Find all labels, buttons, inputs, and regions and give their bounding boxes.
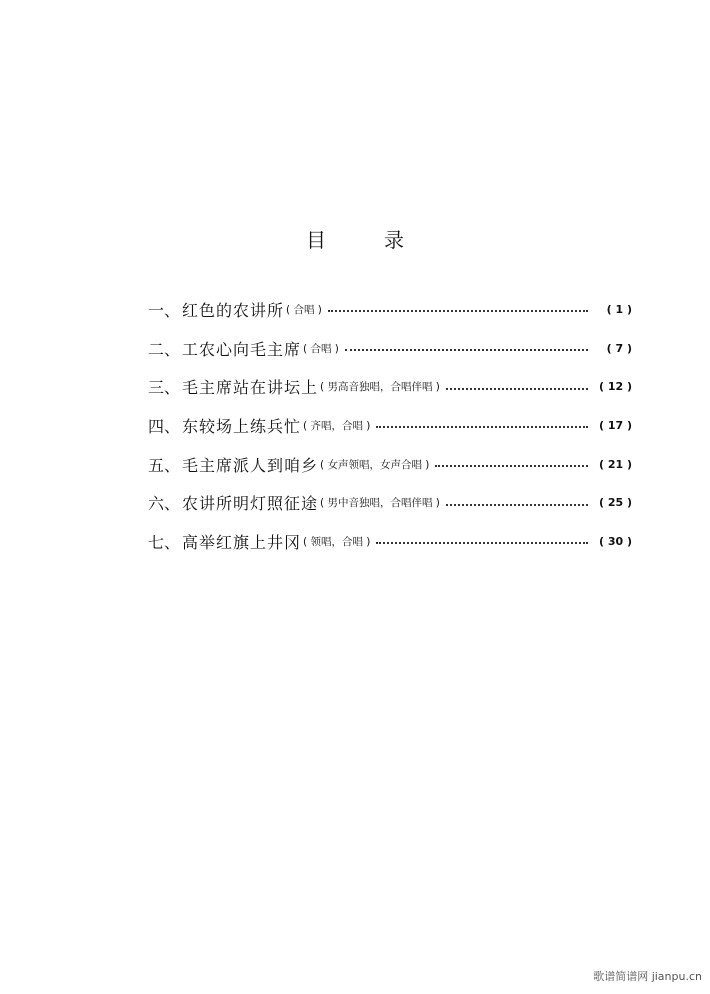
dot-leader [376, 424, 588, 428]
song-title: 工农心向毛主席 [182, 339, 302, 359]
entry-number: 六、 [148, 494, 181, 514]
dot-leader [345, 347, 588, 351]
table-of-contents [148, 290, 632, 561]
entry-number: 七、 [148, 532, 181, 552]
performance-note: ( 合唱 ) [286, 303, 322, 316]
performance-note: ( 领唱，合唱 ) [303, 535, 371, 548]
performance-note: ( 男高音独唱，合唱伴唱 ) [320, 381, 440, 394]
toc-entry[interactable] [148, 522, 632, 561]
dot-leader [328, 308, 588, 312]
song-title: 高举红旗上井冈 [182, 532, 302, 552]
page-number: ( 25 ) [598, 496, 632, 510]
toc-entry[interactable] [148, 329, 632, 368]
entry-number: 三、 [148, 378, 181, 398]
song-title: 毛主席站在讲坛上 [182, 378, 319, 398]
page-number: ( 1 ) [606, 302, 632, 316]
toc-entry[interactable] [148, 290, 632, 329]
dot-leader [376, 540, 588, 544]
toc-entry[interactable] [148, 483, 632, 522]
toc-entry[interactable] [148, 367, 632, 406]
performance-note: ( 合唱 ) [303, 342, 339, 355]
dot-leader [446, 502, 588, 506]
entry-number: 五、 [148, 455, 181, 475]
entry-number: 二、 [148, 339, 181, 359]
song-title: 东较场上练兵忙 [182, 416, 302, 436]
site-watermark: 歌谱简谱网 jianpu.cn [593, 970, 702, 983]
song-title: 农讲所明灯照征途 [182, 494, 319, 514]
title-char-1: 目 [306, 228, 326, 252]
page-number: ( 7 ) [606, 341, 632, 355]
entry-number: 一、 [148, 300, 181, 320]
page-title [0, 224, 710, 253]
performance-note: ( 齐唱，合唱 ) [303, 419, 371, 432]
dot-leader [446, 386, 588, 390]
page-number: ( 21 ) [598, 457, 632, 471]
song-title: 红色的农讲所 [182, 300, 285, 320]
page-number: ( 30 ) [598, 534, 632, 548]
performance-note: ( 男中音独唱，合唱伴唱 ) [320, 497, 440, 510]
song-title: 毛主席派人到咱乡 [182, 455, 319, 475]
page-number: ( 12 ) [598, 380, 632, 394]
dot-leader [435, 463, 588, 467]
title-char-2: 录 [384, 228, 404, 252]
toc-entry[interactable] [148, 406, 632, 445]
page-number: ( 17 ) [598, 418, 632, 432]
performance-note: ( 女声领唱，女声合唱 ) [320, 458, 430, 471]
toc-entry[interactable] [148, 445, 632, 484]
entry-number: 四、 [148, 416, 181, 436]
